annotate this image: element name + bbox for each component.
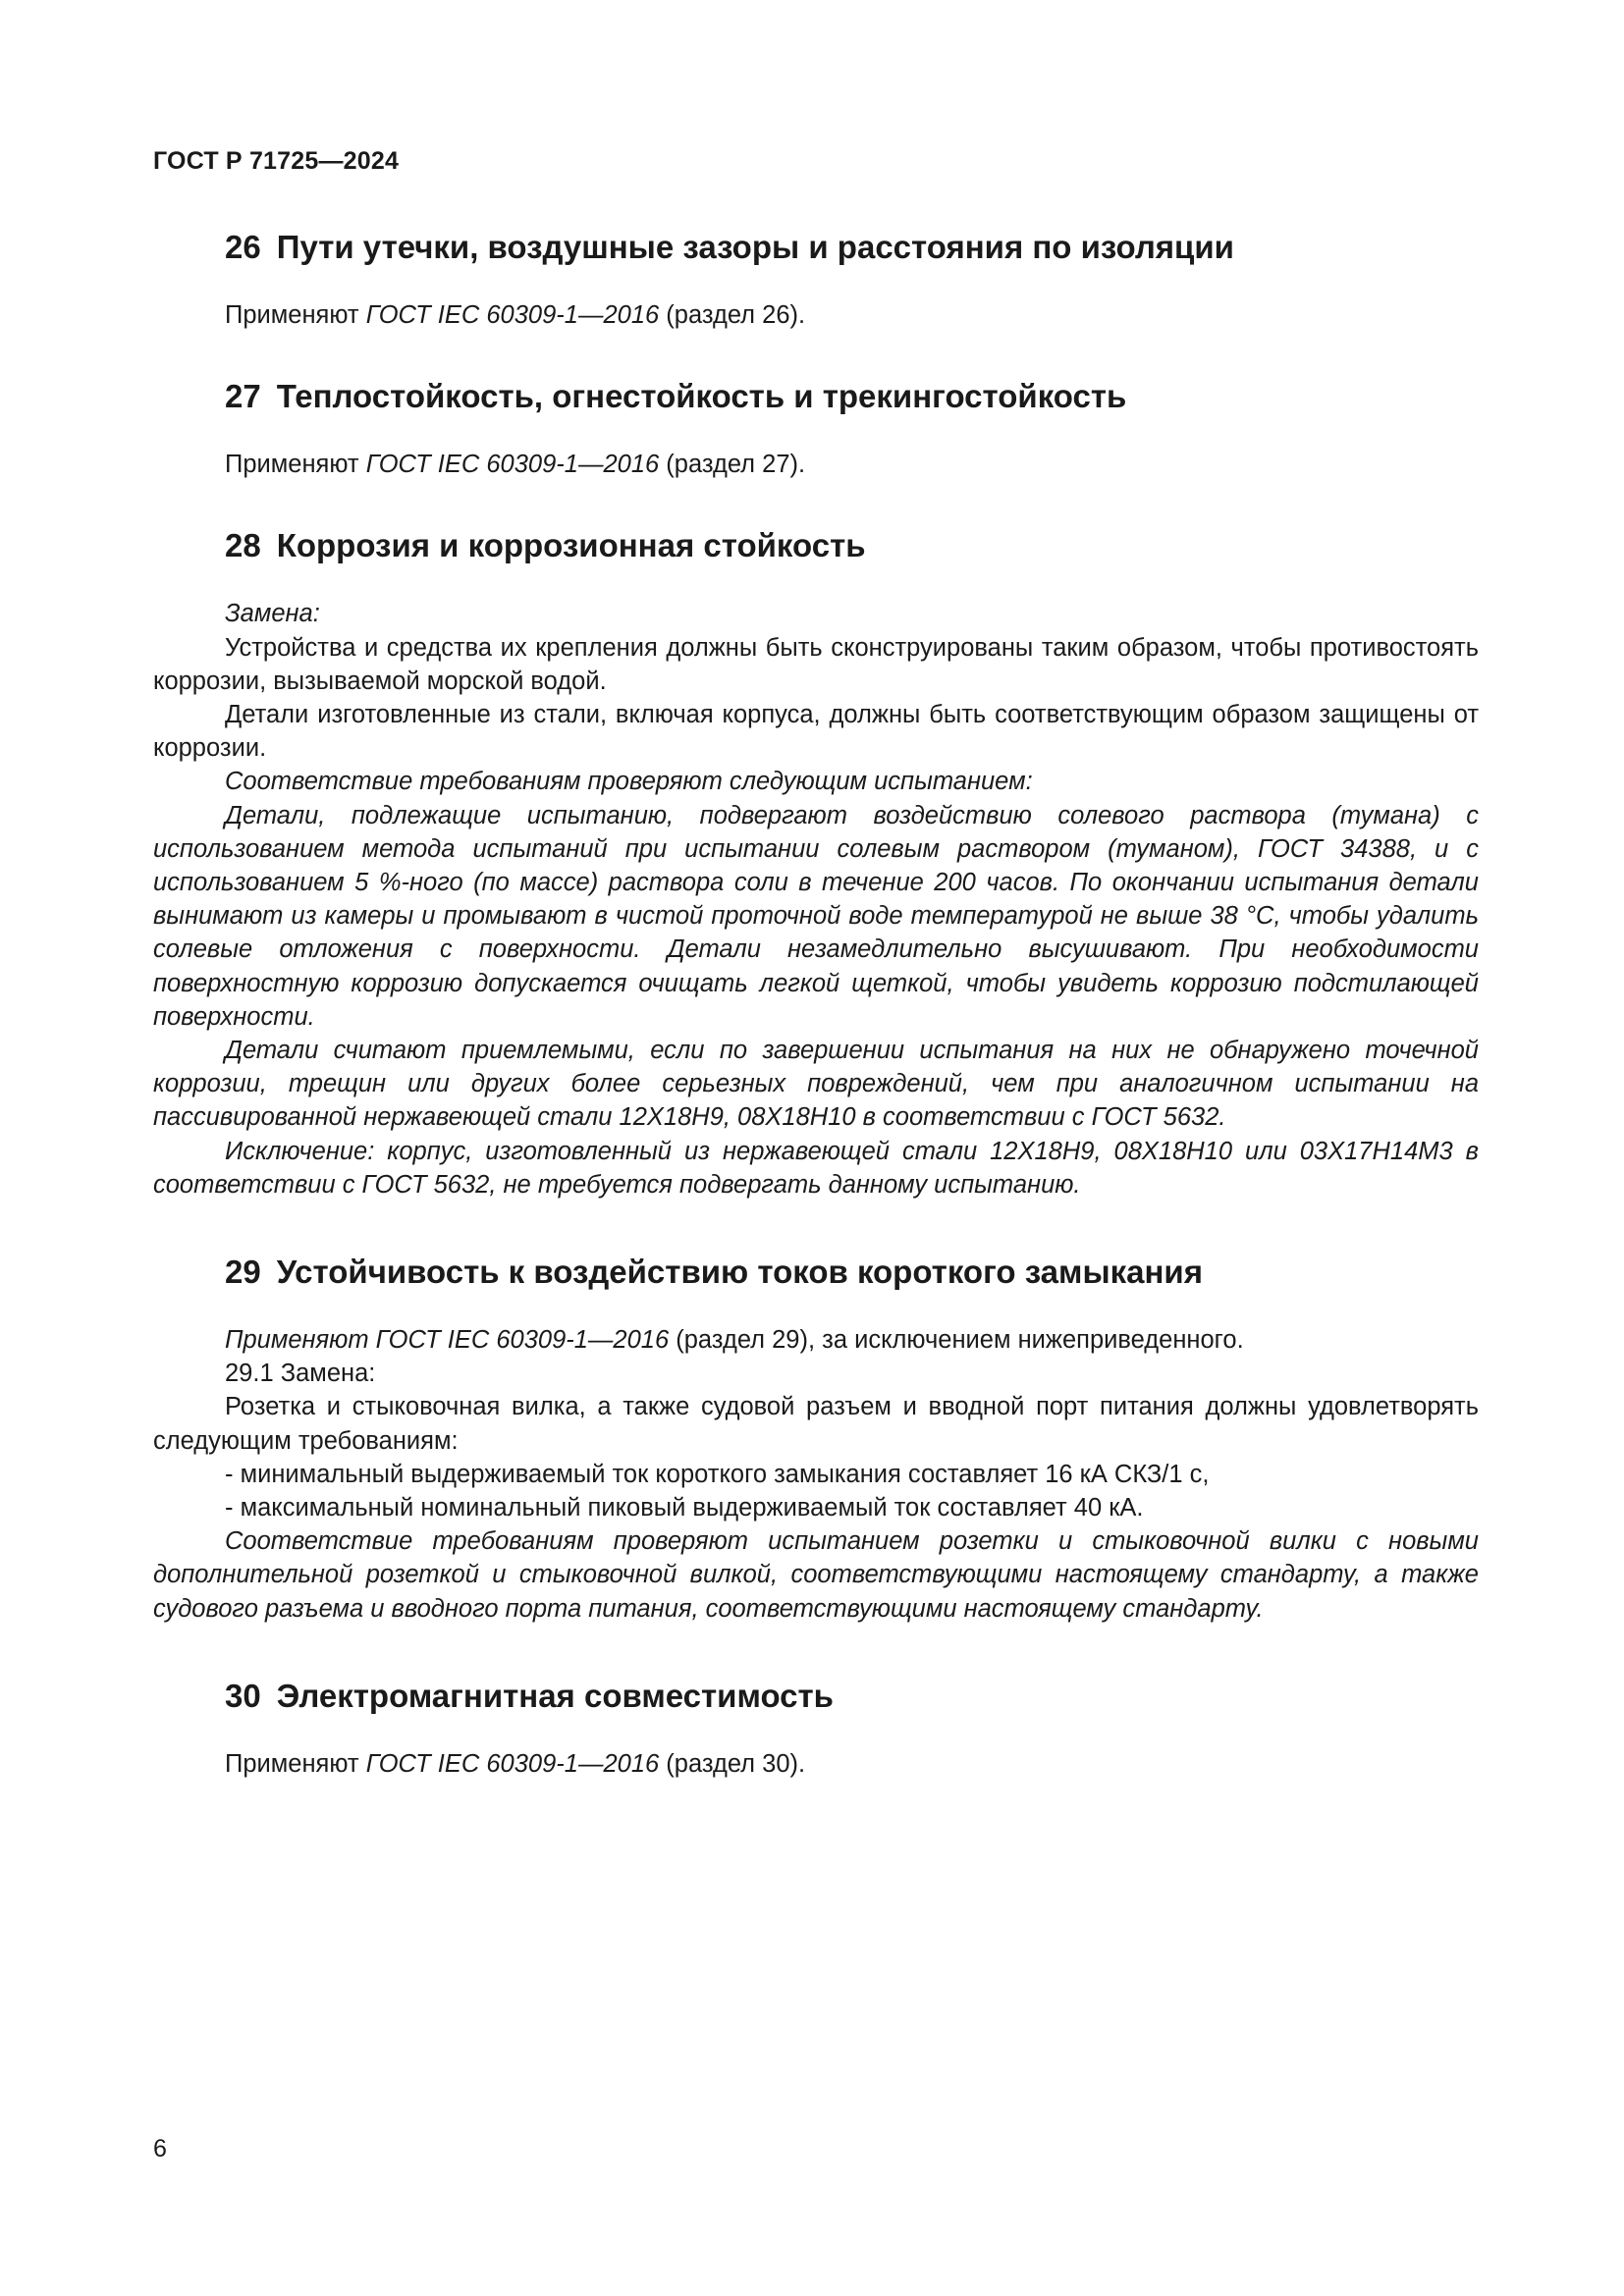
test-procedure: Детали, подлежащие испытанию, подвергают воздействию солевого раствора (тумана) с использованием метода испытаний при испытании солевым раствором (туманом), ГОСТ 34388, и с использованием 5 %-ного (по массе) раствора соли в течение 200 часов. По окончании испытания детали вынимают из камеры и промывают в чистой проточной воде температурой не выше 38 °С, чтобы удалить солевые отложения с поверхности. Детали незамедлительно высушивают. При необходимости поверхностную коррозию допускается очищать легкой щеткой, чтобы увидеть коррозию подстилающей поверхности.	[153, 801, 1479, 1031]
section-27-title	[225, 377, 1479, 416]
document-body	[153, 228, 1479, 1781]
page-number: 6	[153, 2135, 167, 2163]
section-28-title	[225, 526, 1479, 565]
section-number: 26	[225, 229, 261, 265]
standard-reference: Применяют ГОСТ IEC 60309-1—2016	[225, 1326, 670, 1355]
subsection-29-1-label: 29.1 Замена:	[225, 1360, 376, 1388]
section-29-title	[225, 1253, 1479, 1292]
section-30-title	[225, 1677, 1479, 1716]
section-number: 29	[225, 1254, 261, 1291]
list-item: - максимальный номинальный пиковый выдерживаемый ток составляет 40 кА.	[225, 1494, 1144, 1522]
section-number: 30	[225, 1677, 261, 1714]
exception-note: Исключение: корпус, изготовленный из нержавеющей стали 12Х18Н9, 08Х18Н10 или 03Х17Н14М3 в соответствии с ГОСТ 5632, не требуется подвергать данному испытанию.	[153, 1137, 1479, 1199]
standard-reference: ГОСТ IEC 60309-1—2016	[365, 301, 660, 329]
section-29-paragraph-2: Розетка и стыковочная вилка, а также судовой разъем и вводной порт питания должны удовлетворять следующим требованиям:	[153, 1393, 1479, 1455]
section-28-paragraph-1: Устройства и средства их крепления должны быть сконструированы таким образом, чтобы противостоять коррозии, вызываемой морской водой.	[153, 633, 1479, 695]
section-26-title	[225, 228, 1479, 267]
section-30-paragraph: Применяют ГОСТ IEC 60309-1—2016 (раздел 30).	[225, 1749, 806, 1778]
compliance-statement: Соответствие требованиям проверяют испытанием розетки и стыковочной вилки с новыми дополнительной розеткой и стыковочной вилкой, соответствующими настоящему стандарту, а также судового разъема и вводного порта питания, соответствующими настоящему стандарту.	[153, 1527, 1479, 1623]
section-heading: Коррозия и коррозионная стойкость	[276, 527, 866, 564]
compliance-statement: Соответствие требованиям проверяют следующим испытанием:	[225, 768, 1033, 796]
section-heading: Электромагнитная совместимость	[276, 1677, 834, 1714]
section-28-paragraph-2: Детали изготовленные из стали, включая корпуса, должны быть соответствующим образом защищены от коррозии.	[153, 701, 1479, 763]
section-26-paragraph: Применяют ГОСТ IEC 60309-1—2016 (раздел 26).	[225, 301, 806, 329]
section-heading: Пути утечки, воздушные зазоры и расстояния по изоляции	[276, 229, 1234, 265]
standard-reference: ГОСТ IEC 60309-1—2016	[365, 451, 660, 479]
acceptance-criteria: Детали считают приемлемыми, если по завершении испытания на них не обнаружено точечной коррозии, трещин или других более серьезных повреждений, чем при аналогичном испытании на пассивированной нержавеющей стали 12Х18Н9, 08Х18Н10 в соответствии с ГОСТ 5632.	[153, 1037, 1479, 1132]
section-27-paragraph: Применяют ГОСТ IEC 60309-1—2016 (раздел 27).	[225, 451, 806, 479]
document-id-header: ГОСТ Р 71725—2024	[153, 147, 400, 175]
standard-reference: ГОСТ IEC 60309-1—2016	[365, 1749, 660, 1778]
section-heading: Устойчивость к воздействию токов короткого замыкания	[276, 1254, 1203, 1291]
section-number: 28	[225, 527, 261, 564]
section-heading: Теплостойкость, огнестойкость и трекингостойкость	[276, 378, 1127, 415]
replacement-label: Замена:	[225, 600, 320, 628]
list-item: - минимальный выдерживаемый ток короткого замыкания составляет 16 кА СКЗ/1 с,	[225, 1460, 1210, 1488]
section-number: 27	[225, 378, 261, 415]
section-29-paragraph-1: Применяют ГОСТ IEC 60309-1—2016 (раздел 29), за исключением нижеприведенного.	[225, 1326, 1244, 1355]
